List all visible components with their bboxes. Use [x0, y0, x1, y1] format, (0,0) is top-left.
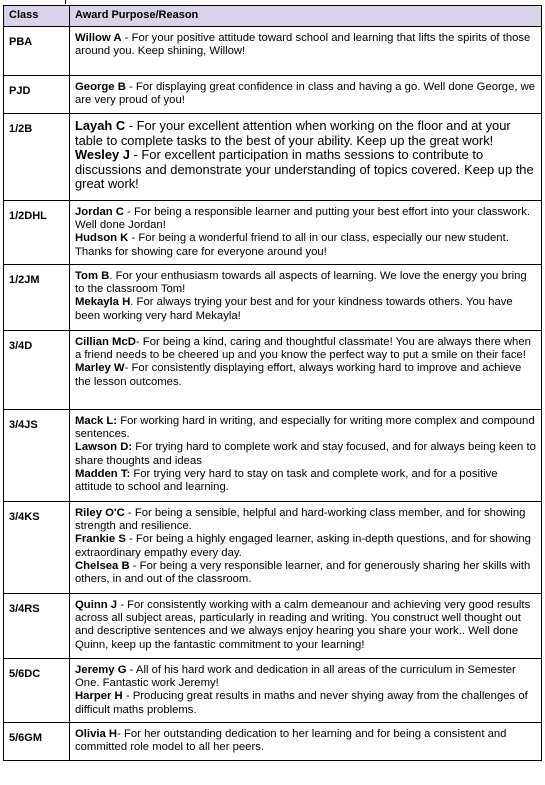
class-cell: 5/6DC	[4, 659, 70, 723]
award-entry	[75, 270, 536, 296]
student-name: Lawson D:	[75, 441, 133, 454]
header-reason: Award Purpose/Reason	[70, 6, 542, 27]
award-entry	[75, 362, 536, 388]
student-name: Riley O'C	[75, 507, 125, 519]
table-row	[4, 76, 542, 114]
award-entry	[75, 560, 536, 586]
award-entry	[75, 507, 536, 533]
award-text: - For excellent participation in maths sessions to contribute to discussions and demonstrate your understanding of topics covered. Keep up the great work!	[75, 147, 534, 192]
class-cell: PJD	[4, 76, 70, 114]
awards-table	[3, 5, 542, 761]
student-name: Frankie S	[75, 533, 126, 546]
class-cell: 3/4JS	[4, 410, 70, 502]
student-name: Quinn J	[75, 599, 118, 611]
table-row	[4, 723, 542, 761]
award-text: - For your excellent attention when working on the floor and at your table to complete tasks to the best of your ability. Keep up the great work!	[75, 118, 511, 148]
reason-cell	[70, 27, 542, 76]
award-entry	[75, 728, 536, 754]
award-entry	[75, 415, 536, 441]
award-text: - For being a responsible learner and putting your best effort into your classwork. Well done Jordan!	[75, 206, 531, 232]
award-text: - For being a highly engaged learner, asking in-depth questions, and for showing extraordinary empathy every day.	[75, 533, 531, 559]
reason-cell	[70, 76, 542, 114]
student-name: Wesley J	[75, 147, 130, 163]
award-entry	[75, 599, 536, 652]
student-name: Layah C	[75, 118, 126, 133]
award-text: - For being a sensible, helpful and hard-working class member, and for showing strength and resilience.	[75, 507, 526, 533]
award-entry	[75, 148, 536, 192]
award-text: - All of his hard work and dedication in all areas of the curriculum in Semester One. Fantastic work Jeremy!	[75, 664, 516, 690]
student-name: Olivia H	[75, 728, 118, 740]
award-entry	[75, 232, 536, 258]
reason-cell	[70, 114, 542, 201]
award-entry	[75, 81, 536, 107]
student-name: Marley W	[75, 362, 125, 375]
award-text: For trying very hard to stay on task and complete work, and for a positive attitude to school and learning.	[75, 467, 498, 494]
award-entry	[75, 664, 536, 690]
class-cell: 1/2DHL	[4, 201, 70, 265]
award-text: - For displaying great confidence in class and having a go. Well done George, we are very proud of you!	[75, 81, 536, 107]
table-row	[4, 331, 542, 410]
table-row	[4, 594, 542, 659]
student-name: Harper H	[75, 690, 123, 703]
student-name: Jordan C	[75, 206, 124, 218]
reason-cell	[70, 265, 542, 331]
award-entry	[75, 441, 536, 467]
student-name: Hudson K	[75, 232, 129, 245]
student-name: Tom B	[75, 270, 110, 282]
class-cell: PBA	[4, 27, 70, 76]
award-text: - For consistently working with a calm demeanour and achieving very good results across all subject areas, particularly in reading and writing. You construct well thought out and descriptive sentences and we always enjoy hearing you share your work.. Well done Quinn, keep up the fantastic commitment to your learning!	[75, 599, 531, 651]
reason-cell	[70, 659, 542, 723]
student-name: Madden T:	[75, 467, 131, 480]
student-name: Cillian McD	[75, 336, 136, 348]
reason-cell	[70, 331, 542, 410]
award-entry	[75, 336, 536, 362]
student-name: Chelsea B	[75, 559, 130, 572]
header-class: Class	[4, 6, 70, 27]
table-row	[4, 265, 542, 331]
class-cell: 3/4D	[4, 331, 70, 410]
class-cell: 1/2JM	[4, 265, 70, 331]
class-cell: 3/4RS	[4, 594, 70, 659]
award-entry	[75, 296, 536, 322]
class-cell: 1/2B	[4, 114, 70, 201]
award-entry	[75, 468, 536, 494]
award-text: For working hard in writing, and especially for writing more complex and compound sentences.	[75, 415, 535, 441]
award-entry	[75, 32, 536, 58]
award-text: - For your positive attitude toward school and learning that lifts the spirits of those around you. Keep shining, Willow!	[75, 32, 531, 58]
award-entry	[75, 206, 536, 232]
award-entry	[75, 690, 536, 716]
table-row	[4, 27, 542, 76]
award-text: . For your enthusiasm towards all aspects of learning. We love the energy you bring to the classroom Tom!	[75, 270, 527, 296]
award-text: . For always trying your best and for your kindness towards others. You have been working very hard Mekayla!	[75, 296, 513, 322]
student-name: Mekayla H	[75, 296, 131, 309]
reason-cell	[70, 594, 542, 659]
award-entry	[75, 533, 536, 559]
table-row	[4, 502, 542, 594]
header-row	[4, 6, 542, 27]
award-text: - For being a wonderful friend to all in our class, especially our new student. Thanks for showing care for everyone around you!	[75, 232, 509, 258]
class-cell: 3/4KS	[4, 502, 70, 594]
class-cell: 5/6GM	[4, 723, 70, 761]
award-text: - For her outstanding dedication to her learning and for being a consistent and committed role model to all her peers.	[75, 728, 507, 754]
table-row	[4, 410, 542, 502]
reason-cell	[70, 502, 542, 594]
table-row	[4, 114, 542, 201]
award-text: - Producing great results in maths and never shying away from the challenges of difficult maths problems.	[75, 690, 528, 716]
award-entry	[75, 119, 536, 148]
student-name: Mack L:	[75, 415, 118, 427]
award-text: - For consistently displaying effort, always working hard to improve and achieve the lesson outcomes.	[75, 362, 522, 388]
reason-cell	[70, 410, 542, 502]
reason-cell	[70, 201, 542, 265]
award-text: For trying hard to complete work and stay focused, and for always being keen to share thoughts and ideas	[75, 441, 536, 467]
student-name: George B	[75, 81, 126, 93]
student-name: Willow A	[75, 32, 122, 44]
reason-cell	[70, 723, 542, 761]
award-text: - For being a very responsible learner, and for generously sharing her skills with others, in and out of the classroom.	[75, 559, 531, 586]
table-row	[4, 201, 542, 265]
table-row	[4, 659, 542, 723]
page-edge-tick	[65, 0, 66, 4]
award-text: - For being a kind, caring and thoughtful classmate! You are always there when a friend needs to be cheered up and you know the perfect way to put a smile on their face!	[75, 336, 531, 362]
student-name: Jeremy G	[75, 664, 127, 676]
